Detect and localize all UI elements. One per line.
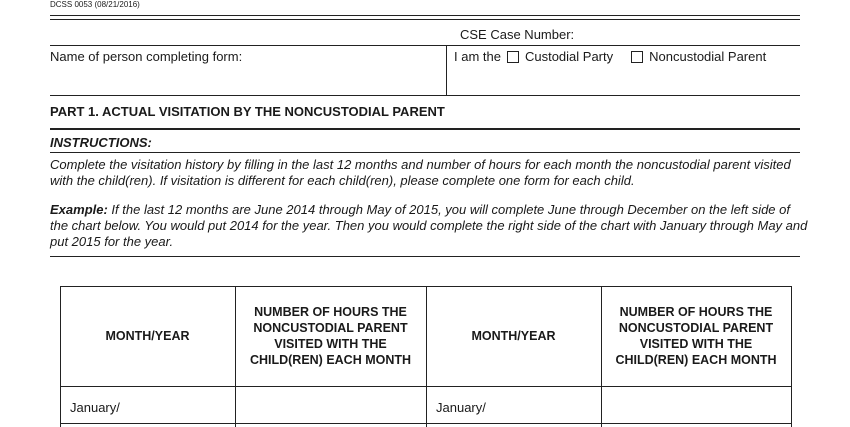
row-january-left-hours[interactable] bbox=[236, 387, 425, 422]
top-rule bbox=[50, 15, 800, 16]
noncustodial-parent-label: Noncustodial Parent bbox=[649, 49, 767, 64]
part1-heading: PART 1. ACTUAL VISITATION BY THE NONCUSTODIAL PARENT bbox=[50, 104, 445, 119]
example-text bbox=[50, 202, 810, 250]
col-month-year-left-header: MONTH/YEAR bbox=[105, 329, 190, 343]
case-number-rule bbox=[50, 45, 800, 46]
case-number-label: CSE Case Number: bbox=[460, 27, 575, 42]
name-field-label: Name of person completing form: bbox=[50, 49, 243, 64]
col-month-year-right-header: MONTH/YEAR bbox=[471, 329, 556, 343]
custodial-party-label: Custodial Party bbox=[524, 49, 614, 64]
party-prefix: I am the bbox=[454, 49, 501, 64]
example-body: If the last 12 months are June 2014 through May of 2015, you will complete June through December on the left side of the chart below. You would put 2014 for the year. Then you would complete the right side of the chart with January through May and put 2015 for the year. bbox=[50, 202, 808, 249]
row-january-left-month[interactable]: January/ bbox=[70, 400, 120, 415]
row-january-right-month[interactable]: January/ bbox=[436, 400, 486, 415]
custodial-party-checkbox[interactable] bbox=[507, 51, 519, 63]
col-hours-right-header: NUMBER OF HOURS THE NONCUSTODIAL PARENT VISITED WITH THE CHILD(REN) EACH MONTH bbox=[615, 305, 777, 367]
form-number: DCSS 0053 (08/21/2016) bbox=[50, 0, 140, 9]
top-rule-2 bbox=[50, 19, 800, 20]
row-january-right-hours[interactable] bbox=[602, 387, 790, 422]
name-rule bbox=[50, 95, 800, 96]
example-label: Example: bbox=[50, 202, 108, 217]
name-field-input[interactable] bbox=[50, 68, 440, 92]
visitation-table bbox=[60, 286, 791, 427]
name-divider bbox=[446, 45, 447, 95]
example-rule bbox=[50, 256, 800, 257]
instructions-rule bbox=[50, 152, 800, 153]
noncustodial-parent-checkbox[interactable] bbox=[631, 51, 643, 63]
col-hours-left-header: NUMBER OF HOURS THE NONCUSTODIAL PARENT VISITED WITH THE CHILD(REN) EACH MONTH bbox=[249, 305, 412, 367]
part1-rule bbox=[50, 128, 800, 130]
instructions-text: Complete the visitation history by filling in the last 12 months and number of hours for each month the noncustodial parent visited with the child(ren). If visitation is different for each child(ren), please complete one form for each child. bbox=[50, 157, 791, 188]
party-selector bbox=[454, 49, 766, 64]
instructions-heading: INSTRUCTIONS: bbox=[50, 135, 152, 150]
